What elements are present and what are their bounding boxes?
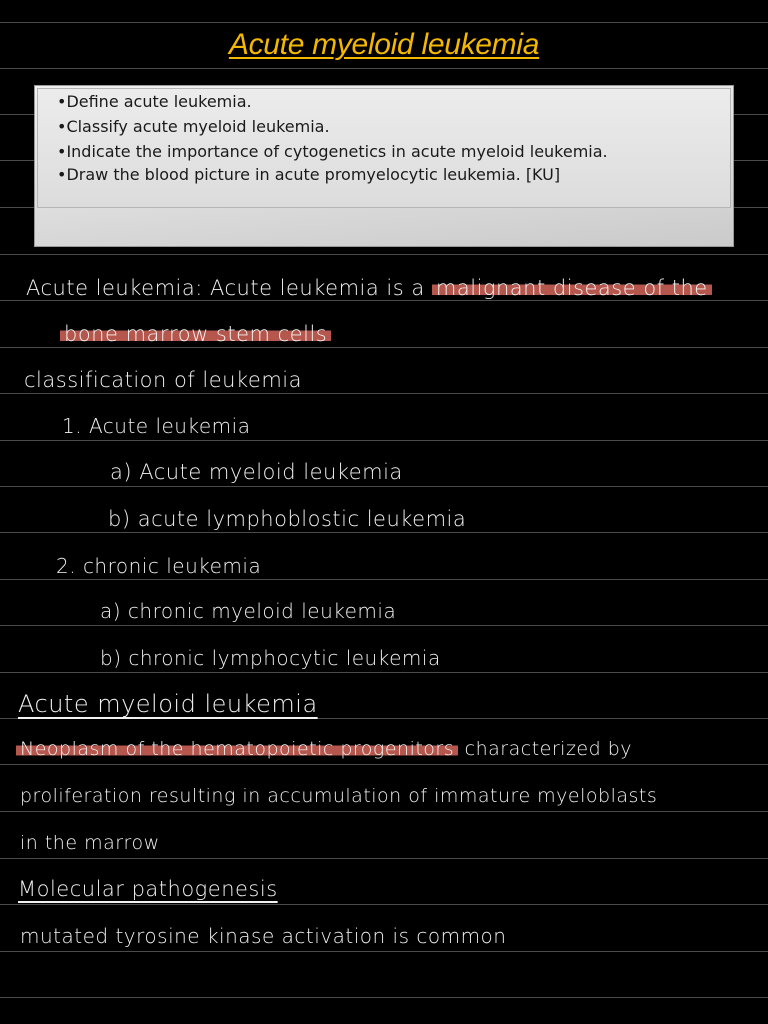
class-item-2a: a) chronic myeloid leukemia bbox=[100, 599, 397, 623]
aml-highlight: Neoplasm of the hematopoietic progenitors bbox=[16, 738, 458, 760]
ruled-line bbox=[0, 904, 768, 905]
ruled-line bbox=[0, 440, 768, 441]
ruled-line bbox=[0, 997, 768, 998]
class-item-2: 2. chronic leukemia bbox=[56, 554, 262, 578]
ruled-line bbox=[0, 579, 768, 580]
objective-3: •Indicate the importance of cytogenetics in acute myeloid leukemia. bbox=[57, 142, 608, 161]
ruled-line bbox=[0, 625, 768, 626]
aml-line-1-rest: characterized by bbox=[458, 738, 633, 760]
ruled-line bbox=[0, 672, 768, 673]
definition-line-2 bbox=[60, 322, 331, 346]
class-item-1a: a) Acute myeloid leukemia bbox=[110, 460, 403, 484]
objective-4: •Draw the blood picture in acute promyelocytic leukemia. [KU] bbox=[57, 165, 561, 184]
ruled-line bbox=[0, 22, 768, 23]
class-item-2b: b) chronic lymphocytic leukemia bbox=[100, 646, 441, 670]
ruled-line bbox=[0, 68, 768, 69]
aml-line-2: proliferation resulting in accumulation of immature myeloblasts bbox=[20, 785, 658, 807]
ruled-line bbox=[0, 300, 768, 301]
aml-line-1 bbox=[16, 738, 632, 760]
ruled-line bbox=[0, 764, 768, 765]
title-text: Acute myeloid leukemia bbox=[228, 28, 540, 61]
ruled-line bbox=[0, 532, 768, 533]
definition-line-1 bbox=[26, 276, 712, 300]
ruled-line bbox=[0, 347, 768, 348]
class-item-1b: b) acute lymphoblostic leukemia bbox=[108, 507, 467, 531]
definition-lead: Acute leukemia: Acute leukemia is a bbox=[26, 276, 432, 300]
objective-1: •Define acute leukemia. bbox=[57, 92, 252, 111]
molecular-heading: Molecular pathogenesis bbox=[18, 877, 278, 901]
ruled-line bbox=[0, 486, 768, 487]
ruled-line bbox=[0, 393, 768, 394]
molecular-line: mutated tyrosine kinase activation is common bbox=[20, 924, 507, 948]
class-item-1: 1. Acute leukemia bbox=[62, 414, 251, 438]
ruled-line bbox=[0, 254, 768, 255]
aml-heading: Acute myeloid leukemia bbox=[18, 690, 318, 718]
definition-highlight-2: bone marrow stem cells bbox=[60, 322, 331, 346]
ruled-line bbox=[0, 951, 768, 952]
classification-heading: classification of leukemia bbox=[24, 368, 302, 392]
ruled-line bbox=[0, 858, 768, 859]
objective-2: •Classify acute myeloid leukemia. bbox=[57, 117, 330, 136]
ruled-line bbox=[0, 718, 768, 719]
ruled-line bbox=[0, 811, 768, 812]
page-title bbox=[0, 28, 768, 62]
aml-line-3: in the marrow bbox=[20, 832, 160, 854]
definition-highlight-1: malignant disease of the bbox=[432, 276, 712, 300]
objectives-photo bbox=[34, 85, 734, 247]
